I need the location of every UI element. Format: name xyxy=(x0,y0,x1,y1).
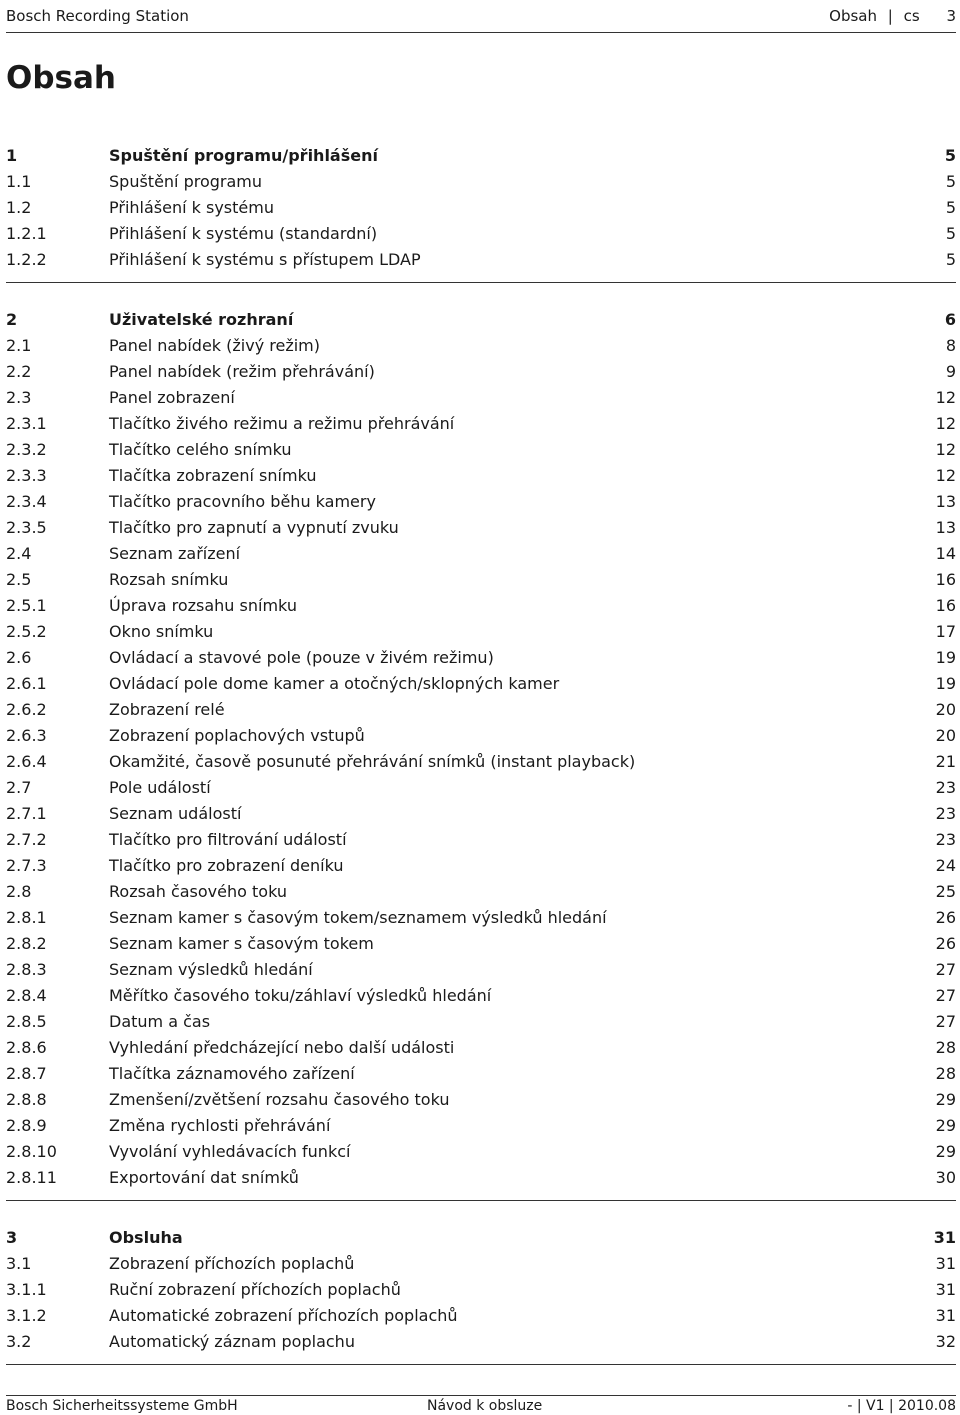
page-header xyxy=(6,2,956,33)
toc-entry-row[interactable] xyxy=(6,905,956,931)
toc-entry-page: 26 xyxy=(935,908,956,927)
toc-entry-row[interactable] xyxy=(6,359,956,385)
page-title: Obsah xyxy=(6,60,116,96)
toc-entry-title: Tlačítko pro zapnutí a vypnutí zvuku xyxy=(109,518,399,537)
toc-entry-title: Rozsah snímku xyxy=(109,570,229,589)
toc-entry-row[interactable] xyxy=(6,645,956,671)
toc-entry-page: 31 xyxy=(933,1228,956,1247)
toc-entry-row[interactable] xyxy=(6,247,956,273)
toc-entry-number: 2.8.4 xyxy=(6,986,47,1005)
toc-entry-page: 25 xyxy=(935,882,956,901)
toc-entry-title: Tlačítko pro filtrování událostí xyxy=(109,830,347,849)
toc-entry-page: 23 xyxy=(935,830,956,849)
toc-entry-row[interactable] xyxy=(6,697,956,723)
toc-entry-title: Tlačítko pracovního běhu kamery xyxy=(109,492,376,511)
toc-entry-row[interactable] xyxy=(6,195,956,221)
toc-entry-page: 8 xyxy=(945,336,956,355)
toc-entry-number: 2.6.3 xyxy=(6,726,47,745)
toc-entry-title: Panel nabídek (režim přehrávání) xyxy=(109,362,375,381)
toc-section xyxy=(6,143,956,283)
toc-entry-title: Seznam kamer s časovým tokem/seznamem výsledků hledání xyxy=(109,908,607,927)
toc-entry-row[interactable] xyxy=(6,1035,956,1061)
toc-entry-row[interactable] xyxy=(6,1061,956,1087)
toc-entry-title: Seznam zařízení xyxy=(109,544,241,563)
toc-entry-page: 31 xyxy=(935,1306,956,1325)
toc-entry-row[interactable] xyxy=(6,1009,956,1035)
toc-entry-page: 12 xyxy=(935,414,956,433)
toc-entry-row[interactable] xyxy=(6,619,956,645)
toc-chapter-row[interactable] xyxy=(6,307,956,333)
toc-entry-number: 2.7.3 xyxy=(6,856,47,875)
toc-entry-page: 24 xyxy=(935,856,956,875)
toc-entry-number: 2.3.2 xyxy=(6,440,47,459)
toc-entry-row[interactable] xyxy=(6,541,956,567)
toc-entry-number: 2.4 xyxy=(6,544,32,563)
toc-entry-title: Panel zobrazení xyxy=(109,388,235,407)
toc-entry-page: 5 xyxy=(945,250,956,269)
toc-entry-page: 14 xyxy=(935,544,956,563)
toc-entry-title: Exportování dat snímků xyxy=(109,1168,299,1187)
footer-version: - | V1 | 2010.08 xyxy=(847,1398,956,1414)
toc-entry-title: Panel nabídek (živý režim) xyxy=(109,336,320,355)
toc-entry-row[interactable] xyxy=(6,827,956,853)
toc-entry-number: 3.2 xyxy=(6,1332,32,1351)
toc-entry-number: 3.1.1 xyxy=(6,1280,47,1299)
toc-entry-number: 2.8.10 xyxy=(6,1142,57,1161)
toc-entry-page: 30 xyxy=(935,1168,956,1187)
toc-entry-title: Ovládací pole dome kamer a otočných/sklopných kamer xyxy=(109,674,560,693)
toc-entry-title: Změna rychlosti přehrávání xyxy=(109,1116,331,1135)
toc-entry-title: Tlačítko živého režimu a režimu přehrávání xyxy=(109,414,455,433)
toc-entry-number: 2.6.4 xyxy=(6,752,47,771)
toc-entry-title: Datum a čas xyxy=(109,1012,211,1031)
toc-entry-number: 2.3.1 xyxy=(6,414,47,433)
toc-entry-row[interactable] xyxy=(6,931,956,957)
toc-section xyxy=(6,307,956,1201)
toc-entry-number: 2.8.8 xyxy=(6,1090,47,1109)
toc-entry-title: Pole událostí xyxy=(109,778,211,797)
toc-entry-number: 2.3 xyxy=(6,388,32,407)
toc-entry-title: Okamžité, časově posunuté přehrávání snímků (instant playback) xyxy=(109,752,636,771)
toc-entry-title: Měřítko časového toku/záhlaví výsledků hledání xyxy=(109,986,492,1005)
toc-entry-page: 23 xyxy=(935,778,956,797)
toc-entry-title: Úprava rozsahu snímku xyxy=(109,596,297,615)
toc-entry-row[interactable] xyxy=(6,749,956,775)
toc-entry-row[interactable] xyxy=(6,593,956,619)
toc-entry-number: 2.6.1 xyxy=(6,674,47,693)
toc-entry-row[interactable] xyxy=(6,957,956,983)
toc-entry-page: 31 xyxy=(935,1254,956,1273)
toc-entry-page: 29 xyxy=(935,1090,956,1109)
toc-entry-title: Automatický záznam poplachu xyxy=(109,1332,355,1351)
toc-entry-page: 5 xyxy=(945,198,956,217)
toc-entry-row[interactable] xyxy=(6,567,956,593)
toc-entry-number: 1.2.2 xyxy=(6,250,47,269)
header-separator: | xyxy=(887,7,893,25)
toc-entry-number: 2.3.4 xyxy=(6,492,47,511)
toc-entry-title: Seznam výsledků hledání xyxy=(109,960,313,979)
toc-entry-row[interactable] xyxy=(6,1113,956,1139)
toc-entry-page: 27 xyxy=(935,1012,956,1031)
toc-entry-page: 19 xyxy=(935,674,956,693)
toc-entry-number: 2.8.3 xyxy=(6,960,47,979)
toc-entry-row[interactable] xyxy=(6,1329,956,1355)
toc-entry-page: 29 xyxy=(935,1116,956,1135)
toc-entry-number: 2.1 xyxy=(6,336,32,355)
toc-entry-number: 2.2 xyxy=(6,362,32,381)
toc-entry-page: 28 xyxy=(935,1038,956,1057)
toc-entry-page: 5 xyxy=(944,146,956,165)
toc-entry-title: Tlačítko pro zobrazení deníku xyxy=(109,856,344,875)
toc-entry-row[interactable] xyxy=(6,463,956,489)
header-section-info xyxy=(829,7,956,25)
toc-entry-page: 21 xyxy=(935,752,956,771)
toc-entry-number: 2 xyxy=(6,310,18,329)
toc-entry-title: Zobrazení příchozích poplachů xyxy=(109,1254,355,1273)
toc-entry-row[interactable] xyxy=(6,671,956,697)
toc-entry-page: 16 xyxy=(935,570,956,589)
toc-entry-title: Ovládací a stavové pole (pouze v živém režimu) xyxy=(109,648,494,667)
toc-entry-number: 1.2 xyxy=(6,198,32,217)
toc-entry-title: Vyhledání předcházející nebo další události xyxy=(109,1038,455,1057)
toc-entry-title: Tlačítka zobrazení snímku xyxy=(109,466,317,485)
toc-entry-title: Spuštění programu xyxy=(109,172,263,191)
toc-entry-page: 6 xyxy=(944,310,956,329)
toc-entry-number: 2.7.1 xyxy=(6,804,47,823)
toc-entry-row[interactable] xyxy=(6,879,956,905)
toc-entry-number: 3.1.2 xyxy=(6,1306,47,1325)
toc-entry-title: Rozsah časového toku xyxy=(109,882,287,901)
toc-entry-number: 2.6 xyxy=(6,648,32,667)
toc-entry-number: 2.5.1 xyxy=(6,596,47,615)
toc-entry-title: Přihlášení k systému xyxy=(109,198,274,217)
toc-entry-page: 12 xyxy=(935,440,956,459)
toc-entry-page: 16 xyxy=(935,596,956,615)
toc-chapter-row[interactable] xyxy=(6,1225,956,1251)
product-name: Bosch Recording Station xyxy=(6,7,189,25)
toc-entry-row[interactable] xyxy=(6,1277,956,1303)
header-page-number: 3 xyxy=(946,7,956,25)
toc-section xyxy=(6,1225,956,1365)
toc-entry-page: 27 xyxy=(935,960,956,979)
toc-entry-number: 2.8.6 xyxy=(6,1038,47,1057)
toc-entry-title: Zobrazení poplachových vstupů xyxy=(109,726,365,745)
toc-entry-number: 1 xyxy=(6,146,18,165)
toc-entry-title: Automatické zobrazení příchozích poplachů xyxy=(109,1306,458,1325)
toc-entry-page: 13 xyxy=(935,492,956,511)
toc-entry-number: 2.8.1 xyxy=(6,908,47,927)
toc-entry-number: 2.8 xyxy=(6,882,32,901)
toc-entry-title: Přihlášení k systému (standardní) xyxy=(109,224,378,243)
toc-entry-page: 5 xyxy=(945,224,956,243)
toc-entry-title: Vyvolání vyhledávacích funkcí xyxy=(109,1142,351,1161)
toc-entry-page: 32 xyxy=(935,1332,956,1351)
toc-entry-row[interactable] xyxy=(6,1139,956,1165)
toc-entry-page: 17 xyxy=(935,622,956,641)
toc-entry-page: 20 xyxy=(935,726,956,745)
toc-entry-row[interactable] xyxy=(6,1165,956,1191)
toc-entry-page: 31 xyxy=(935,1280,956,1299)
toc-entry-row[interactable] xyxy=(6,1303,956,1329)
toc-entry-page: 28 xyxy=(935,1064,956,1083)
toc-entry-title: Tlačítka záznamového zařízení xyxy=(109,1064,355,1083)
toc-entry-row[interactable] xyxy=(6,775,956,801)
toc-entry-row[interactable] xyxy=(6,385,956,411)
footer-company: Bosch Sicherheitssysteme GmbH xyxy=(6,1398,238,1414)
toc-entry-row[interactable] xyxy=(6,1251,956,1277)
table-of-contents xyxy=(6,143,956,1365)
toc-entry-row[interactable] xyxy=(6,853,956,879)
toc-entry-page: 12 xyxy=(935,466,956,485)
toc-entry-title: Okno snímku xyxy=(109,622,214,641)
toc-entry-number: 3.1 xyxy=(6,1254,32,1273)
toc-chapter-row[interactable] xyxy=(6,143,956,169)
toc-entry-row[interactable] xyxy=(6,437,956,463)
toc-entry-row[interactable] xyxy=(6,489,956,515)
toc-entry-number: 2.8.9 xyxy=(6,1116,47,1135)
toc-entry-title: Přihlášení k systému s přístupem LDAP xyxy=(109,250,421,269)
toc-entry-title: Spuštění programu/přihlášení xyxy=(109,146,378,165)
toc-entry-row[interactable] xyxy=(6,801,956,827)
toc-entry-number: 3 xyxy=(6,1228,18,1247)
toc-entry-row[interactable] xyxy=(6,983,956,1009)
toc-entry-number: 2.8.5 xyxy=(6,1012,47,1031)
toc-entry-number: 2.8.2 xyxy=(6,934,47,953)
toc-entry-title: Ruční zobrazení příchozích poplachů xyxy=(109,1280,401,1299)
toc-entry-row[interactable] xyxy=(6,169,956,195)
toc-entry-title: Seznam událostí xyxy=(109,804,242,823)
toc-entry-number: 1.2.1 xyxy=(6,224,47,243)
toc-entry-row[interactable] xyxy=(6,723,956,749)
toc-entry-number: 1.1 xyxy=(6,172,32,191)
toc-entry-page: 9 xyxy=(945,362,956,381)
toc-entry-page: 19 xyxy=(935,648,956,667)
toc-entry-page: 12 xyxy=(935,388,956,407)
toc-entry-number: 2.8.11 xyxy=(6,1168,57,1187)
toc-entry-page: 27 xyxy=(935,986,956,1005)
toc-entry-row[interactable] xyxy=(6,333,956,359)
toc-entry-number: 2.3.3 xyxy=(6,466,47,485)
toc-entry-page: 26 xyxy=(935,934,956,953)
toc-entry-title: Uživatelské rozhraní xyxy=(109,310,294,329)
toc-entry-number: 2.5 xyxy=(6,570,32,589)
toc-entry-title: Zmenšení/zvětšení rozsahu časového toku xyxy=(109,1090,450,1109)
toc-entry-title: Tlačítko celého snímku xyxy=(109,440,292,459)
toc-entry-number: 2.6.2 xyxy=(6,700,47,719)
toc-entry-row[interactable] xyxy=(6,515,956,541)
toc-entry-page: 13 xyxy=(935,518,956,537)
toc-entry-number: 2.3.5 xyxy=(6,518,47,537)
toc-entry-row[interactable] xyxy=(6,221,956,247)
toc-entry-page: 23 xyxy=(935,804,956,823)
toc-entry-title: Seznam kamer s časovým tokem xyxy=(109,934,374,953)
toc-entry-number: 2.7.2 xyxy=(6,830,47,849)
header-language: cs xyxy=(903,7,920,25)
toc-entry-number: 2.5.2 xyxy=(6,622,47,641)
toc-entry-page: 5 xyxy=(945,172,956,191)
toc-entry-number: 2.8.7 xyxy=(6,1064,47,1083)
toc-entry-row[interactable] xyxy=(6,1087,956,1113)
toc-entry-page: 29 xyxy=(935,1142,956,1161)
toc-entry-page: 20 xyxy=(935,700,956,719)
header-section: Obsah xyxy=(829,7,877,25)
toc-entry-title: Zobrazení relé xyxy=(109,700,225,719)
page-footer xyxy=(6,1395,956,1415)
toc-entry-row[interactable] xyxy=(6,411,956,437)
footer-doc-type: Návod k obsluze xyxy=(427,1398,543,1414)
toc-entry-title: Obsluha xyxy=(109,1228,183,1247)
toc-entry-number: 2.7 xyxy=(6,778,32,797)
